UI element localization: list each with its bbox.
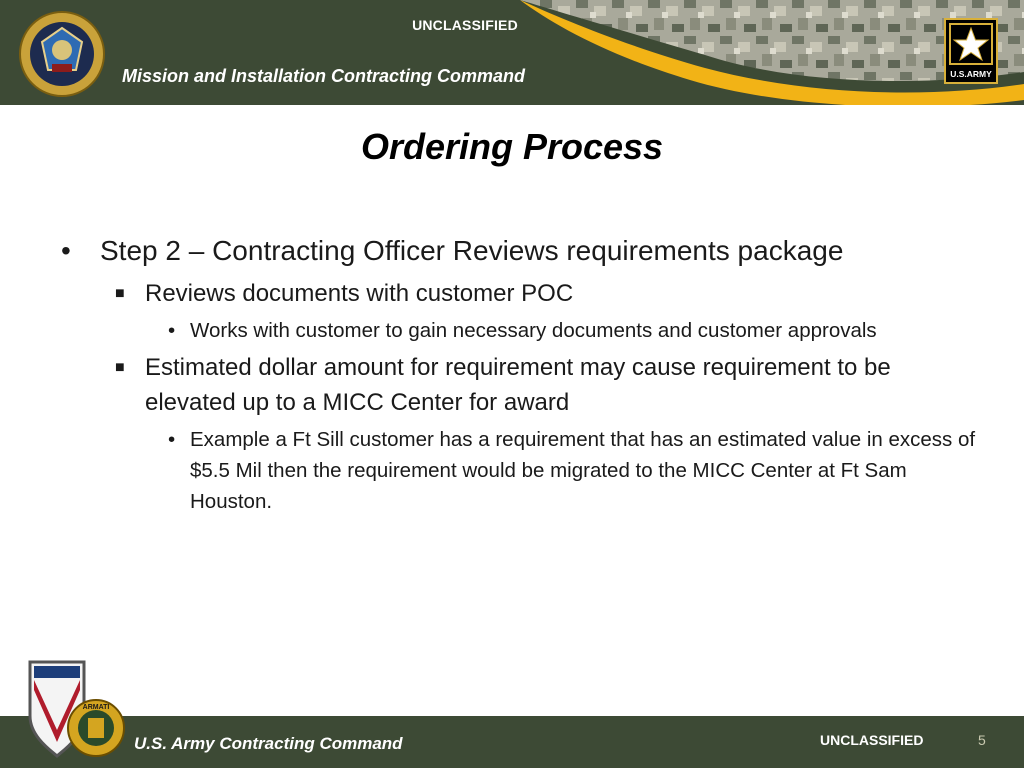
classification-bottom: UNCLASSIFIED — [820, 732, 924, 748]
bullet-level2-estimated — [58, 350, 978, 420]
header-band — [0, 0, 1024, 105]
bullet-level2-reviews — [58, 276, 978, 311]
camouflage-swoosh — [0, 0, 1024, 105]
square-bullet-icon: ■ — [115, 359, 125, 376]
square-bullet-icon: ■ — [115, 285, 125, 302]
bullet-text: Step 2 – Contracting Officer Reviews requirements package — [100, 235, 844, 266]
bullet-level3-works-with — [58, 315, 978, 346]
organization-name: Mission and Installation Contracting Command — [122, 66, 526, 86]
bullet-dot-icon: • — [168, 428, 176, 451]
acc-crest-icon — [24, 660, 132, 760]
bullet-content — [58, 230, 978, 517]
slide-title: Ordering Process — [360, 126, 664, 167]
bullet-text: Works with customer to gain necessary documents and customer approvals — [190, 319, 877, 342]
bullet-text: Example a Ft Sill customer has a requirement that has an estimated value in excess of $5.5 Mil then the requirement would be migrated to the MICC Center at Ft Sam Houston. — [190, 428, 976, 513]
bullet-text: Reviews documents with customer POC — [145, 280, 574, 307]
micc-seal-icon — [16, 8, 108, 100]
bullet-dot-icon: • — [61, 235, 71, 266]
svg-text:U.S.ARMY: U.S.ARMY — [950, 69, 992, 79]
us-army-star-icon — [944, 18, 998, 84]
bullet-level3-example — [58, 424, 978, 517]
page-number: 5 — [978, 732, 986, 748]
footer-organization: U.S. Army Contracting Command — [134, 734, 403, 753]
bullet-level1-step2 — [58, 230, 978, 272]
bullet-text: Estimated dollar amount for requirement may cause requirement to be elevated up to a MICC Center for award — [145, 354, 891, 416]
svg-text:ARMATI: ARMATI — [82, 704, 110, 711]
bullet-dot-icon: • — [168, 319, 176, 342]
classification-top: UNCLASSIFIED — [412, 17, 518, 33]
footer-band — [0, 716, 1024, 768]
